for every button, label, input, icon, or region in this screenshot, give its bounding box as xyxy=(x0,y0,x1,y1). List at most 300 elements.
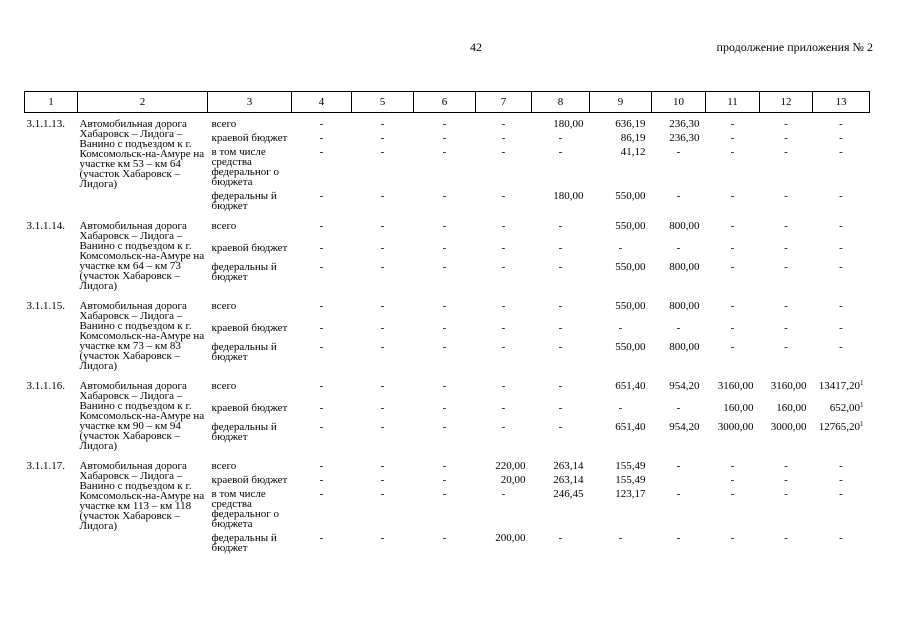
value-cell-4 xyxy=(292,215,352,243)
value-cell-9 xyxy=(590,147,652,191)
cell-value: - xyxy=(319,132,324,144)
value-cell-8 xyxy=(532,215,590,243)
cell-value: - xyxy=(730,340,735,353)
item-description: Автомобильная дорога Хабаровск – Лидога – Ванино с подъездом к г. Комсомольск-на-Амуре на участке км 113 – км 118 (участок Хабаровск – Лидога) xyxy=(79,460,205,532)
item-description: Автомобильная дорога Хабаровск – Лидога – Ванино с подъездом к г. Комсомольск-на-Амуре на участке км 53 – км 64 (участок Хабаровск – Лидога) xyxy=(79,118,205,190)
value-cell-5 xyxy=(352,243,414,262)
value-cell-6 xyxy=(414,489,476,533)
value-cell-5 xyxy=(352,455,414,475)
cell-value: - xyxy=(784,340,788,353)
value-cell-8 xyxy=(532,403,590,422)
value-cell-13 xyxy=(813,323,870,342)
value-cell-12 xyxy=(760,422,813,455)
cell-value: 180,00 xyxy=(553,190,584,202)
cell-value: - xyxy=(319,420,324,433)
cell-value: - xyxy=(501,380,506,392)
value-cell-10 xyxy=(652,133,706,147)
value-cell-9 xyxy=(590,533,652,557)
value-cell-11 xyxy=(706,147,760,191)
cell-value: - xyxy=(380,241,385,254)
cell-value: - xyxy=(676,190,681,202)
cell-value: - xyxy=(618,401,623,414)
value-cell-13 xyxy=(813,191,870,215)
appendix-continuation-note: продолжение приложения № 2 xyxy=(716,40,873,54)
value-cell-13 xyxy=(813,342,870,375)
cell-value: - xyxy=(839,474,843,486)
cell-value: - xyxy=(558,340,563,353)
value-cell-7 xyxy=(476,262,532,295)
value-cell-8 xyxy=(532,243,590,262)
value-cell-10 xyxy=(652,533,706,557)
cell-value: - xyxy=(676,401,681,414)
cell-value: - xyxy=(558,260,563,273)
cell-value: - xyxy=(839,340,843,353)
value-cell-5 xyxy=(352,375,414,403)
cell-value: - xyxy=(784,321,788,334)
value-cell-8 xyxy=(532,533,590,557)
cell-value: - xyxy=(784,532,788,544)
value-cell-6 xyxy=(414,133,476,147)
cell-value: - xyxy=(442,532,447,544)
cell-value: - xyxy=(442,460,447,472)
value-cell-7 xyxy=(476,455,532,475)
cell-value: - xyxy=(442,146,447,158)
column-number-header: 8 xyxy=(532,92,590,113)
cell-value: 3160,00 xyxy=(717,380,754,392)
value-cell-13 xyxy=(813,419,870,455)
column-number-header: 5 xyxy=(352,92,414,113)
value-cell-8 xyxy=(532,147,590,191)
value-cell-6 xyxy=(414,295,476,323)
value-cell-4 xyxy=(292,113,352,134)
funding-source-label: федеральны й бюджет xyxy=(211,340,277,363)
cell-value: - xyxy=(730,300,735,312)
value-cell-12 xyxy=(760,489,813,533)
cell-value: - xyxy=(558,321,563,334)
cell-value: - xyxy=(784,488,788,500)
cell-value: - xyxy=(319,118,324,130)
cell-value: - xyxy=(380,420,385,433)
cell-value: - xyxy=(784,241,788,254)
value-cell-8 xyxy=(532,133,590,147)
value-cell-9 xyxy=(590,489,652,533)
value-cell-13 xyxy=(813,243,870,262)
cell-value: - xyxy=(442,420,447,433)
value-cell-9 xyxy=(590,133,652,147)
cell-value: - xyxy=(839,321,843,334)
value-cell-13 xyxy=(813,489,870,533)
value-cell-13 xyxy=(813,475,870,489)
cell-value: 550,00 xyxy=(615,190,646,202)
value-cell-6 xyxy=(414,262,476,295)
item-description: Автомобильная дорога Хабаровск – Лидога – Ванино с подъездом к г. Комсомольск-на-Амуре на участке км 64 – км 73 (участок Хабаровск – Лидога) xyxy=(79,220,205,292)
value-cell-5 xyxy=(352,295,414,323)
cell-value: - xyxy=(501,488,506,500)
cell-value: - xyxy=(501,401,506,414)
cell-value: - xyxy=(558,532,563,544)
cell-value: - xyxy=(442,220,447,232)
cell-value: - xyxy=(730,532,735,544)
value-cell-11 xyxy=(706,403,760,422)
cell-value: - xyxy=(380,118,385,130)
column-number-header: 3 xyxy=(208,92,292,113)
value-cell-5 xyxy=(352,489,414,533)
cell-value: - xyxy=(501,260,506,273)
cell-value: - xyxy=(442,474,447,486)
item-description: Автомобильная дорога Хабаровск – Лидога – Ванино с подъездом к г. Комсомольск-на-Амуре на участке км 73 – км 83 (участок Хабаровск – Лидога) xyxy=(79,300,205,372)
value-cell-5 xyxy=(352,403,414,422)
cell-value: - xyxy=(676,532,681,544)
value-cell-10 xyxy=(652,113,706,134)
value-cell-6 xyxy=(414,403,476,422)
value-cell-4 xyxy=(292,262,352,295)
value-cell-5 xyxy=(352,133,414,147)
cell-value: - xyxy=(442,241,447,254)
cell-value: - xyxy=(442,401,447,414)
value-cell-8 xyxy=(532,323,590,342)
value-cell-10 xyxy=(652,422,706,455)
value-cell-8 xyxy=(532,295,590,323)
funding-source-label: краевой бюджет xyxy=(211,132,288,144)
cell-value: - xyxy=(784,300,788,312)
value-cell-12 xyxy=(760,375,813,403)
funding-source-label: федеральны й бюджет xyxy=(211,532,277,554)
cell-value: - xyxy=(380,260,385,273)
cell-value: 800,00 xyxy=(669,260,700,273)
value-cell-5 xyxy=(352,113,414,134)
cell-value: 550,00 xyxy=(615,340,646,353)
cell-value: - xyxy=(676,460,681,472)
cell-value: 220,00 xyxy=(495,460,526,472)
cell-value: 236,30 xyxy=(669,118,700,130)
cell-value: - xyxy=(839,260,843,273)
value-cell-11 xyxy=(706,475,760,489)
cell-value: - xyxy=(442,260,447,273)
value-cell-9 xyxy=(590,215,652,243)
value-cell-6 xyxy=(414,375,476,403)
cell-value: - xyxy=(784,146,788,158)
cell-value: - xyxy=(730,220,735,232)
value-cell-13 xyxy=(813,215,870,243)
cell-value: - xyxy=(784,190,788,202)
value-cell-5 xyxy=(352,262,414,295)
cell-value: - xyxy=(501,190,506,202)
item-code: 3.1.1.17. xyxy=(26,460,65,472)
value-cell-7 xyxy=(476,422,532,455)
value-cell-4 xyxy=(292,133,352,147)
cell-value: 636,19 xyxy=(615,118,646,130)
cell-value: - xyxy=(618,532,623,544)
column-number-header: 9 xyxy=(590,92,652,113)
value-cell-11 xyxy=(706,191,760,215)
column-number-header: 7 xyxy=(476,92,532,113)
value-cell-12 xyxy=(760,133,813,147)
cell-value: - xyxy=(558,241,563,254)
value-cell-5 xyxy=(352,191,414,215)
value-cell-10 xyxy=(652,295,706,323)
cell-value: - xyxy=(839,118,843,130)
value-cell-4 xyxy=(292,489,352,533)
cell-value: - xyxy=(380,220,385,232)
value-cell-12 xyxy=(760,295,813,323)
cell-value: - xyxy=(442,190,447,202)
value-cell-10 xyxy=(652,475,706,489)
item-description: Автомобильная дорога Хабаровск – Лидога – Ванино с подъездом к г. Комсомольск-на-Амуре на участке км 90 – км 94 (участок Хабаровск – Лидога) xyxy=(79,380,205,452)
funding-source-label: всего xyxy=(211,460,237,472)
cell-value: - xyxy=(676,146,681,158)
cell-value: - xyxy=(380,321,385,334)
footnote-marker: 1 xyxy=(860,379,864,387)
value-cell-9 xyxy=(590,191,652,215)
value-cell-7 xyxy=(476,375,532,403)
funding-source-label: всего xyxy=(211,380,237,392)
value-cell-11 xyxy=(706,489,760,533)
funding-source-label: всего xyxy=(211,300,237,312)
value-cell-12 xyxy=(760,342,813,375)
value-cell-7 xyxy=(476,295,532,323)
item-code: 3.1.1.14. xyxy=(26,220,65,232)
cell-value: - xyxy=(319,260,324,273)
cell-value: - xyxy=(784,220,788,232)
footnote-marker: 1 xyxy=(860,400,864,409)
value-cell-10 xyxy=(652,455,706,475)
cell-value: - xyxy=(839,241,843,254)
value-cell-7 xyxy=(476,533,532,557)
value-cell-9 xyxy=(590,295,652,323)
value-cell-10 xyxy=(652,489,706,533)
value-cell-13 xyxy=(813,262,870,295)
column-number-header: 2 xyxy=(78,92,208,113)
cell-value: - xyxy=(501,220,506,232)
value-cell-6 xyxy=(414,323,476,342)
funding-source-label: краевой бюджет xyxy=(211,474,288,486)
page-number: 42 xyxy=(470,40,482,54)
value-cell-11 xyxy=(706,533,760,557)
value-cell-12 xyxy=(760,191,813,215)
value-cell-7 xyxy=(476,147,532,191)
value-cell-8 xyxy=(532,475,590,489)
value-cell-7 xyxy=(476,191,532,215)
table-header xyxy=(25,92,870,113)
value-cell-6 xyxy=(414,147,476,191)
value-cell-8 xyxy=(532,191,590,215)
value-cell-5 xyxy=(352,475,414,489)
table-row xyxy=(25,455,870,475)
cell-value: 41,12 xyxy=(620,146,646,158)
cell-value: - xyxy=(380,474,385,486)
cell-value: - xyxy=(319,488,324,500)
value-cell-10 xyxy=(652,342,706,375)
value-cell-4 xyxy=(292,243,352,262)
value-cell-9 xyxy=(590,455,652,475)
value-cell-5 xyxy=(352,215,414,243)
cell-value: - xyxy=(730,132,735,144)
cell-value: - xyxy=(558,401,563,414)
column-number-header: 6 xyxy=(414,92,476,113)
value-cell-11 xyxy=(706,455,760,475)
value-cell-4 xyxy=(292,475,352,489)
value-cell-6 xyxy=(414,243,476,262)
value-cell-8 xyxy=(532,113,590,134)
cell-value: - xyxy=(618,241,623,254)
cell-value: - xyxy=(319,241,324,254)
cell-value: 652,00 xyxy=(829,401,860,414)
cell-value: 123,17 xyxy=(615,488,646,500)
value-cell-7 xyxy=(476,133,532,147)
column-number-header: 11 xyxy=(706,92,760,113)
cell-value: - xyxy=(442,300,447,312)
value-cell-10 xyxy=(652,403,706,422)
cell-value: - xyxy=(442,340,447,353)
value-cell-11 xyxy=(706,215,760,243)
value-cell-11 xyxy=(706,422,760,455)
budget-table xyxy=(24,91,870,557)
value-cell-9 xyxy=(590,323,652,342)
value-cell-10 xyxy=(652,375,706,403)
cell-value: - xyxy=(676,488,681,500)
cell-value: - xyxy=(558,220,563,232)
cell-value: - xyxy=(618,321,623,334)
column-number-header: 1 xyxy=(25,92,78,113)
funding-source-label: всего xyxy=(211,118,237,130)
value-cell-6 xyxy=(414,475,476,489)
cell-value: - xyxy=(319,340,324,353)
cell-value: - xyxy=(501,340,506,353)
cell-value: - xyxy=(442,380,447,392)
value-cell-9 xyxy=(590,422,652,455)
cell-value: - xyxy=(558,300,563,312)
cell-value: 180,00 xyxy=(553,118,584,130)
value-cell-4 xyxy=(292,295,352,323)
cell-value: 160,00 xyxy=(776,401,807,414)
cell-value: - xyxy=(501,420,506,433)
cell-value: 800,00 xyxy=(669,300,700,312)
value-cell-8 xyxy=(532,342,590,375)
value-cell-13 xyxy=(813,133,870,147)
cell-value: 86,19 xyxy=(620,132,646,144)
cell-value: 246,45 xyxy=(553,488,584,500)
cell-value: - xyxy=(558,146,563,158)
table-row xyxy=(25,295,870,323)
cell-value: - xyxy=(558,380,563,392)
value-cell-7 xyxy=(476,215,532,243)
value-cell-9 xyxy=(590,243,652,262)
funding-source-label: краевой бюджет xyxy=(211,321,288,334)
value-cell-11 xyxy=(706,323,760,342)
cell-value: 20,00 xyxy=(500,474,526,486)
cell-value: - xyxy=(558,420,563,433)
cell-value: 236,30 xyxy=(669,132,700,144)
value-cell-6 xyxy=(414,455,476,475)
cell-value: - xyxy=(319,321,324,334)
cell-value: - xyxy=(501,146,506,158)
cell-value: - xyxy=(676,241,681,254)
value-cell-6 xyxy=(414,215,476,243)
item-code: 3.1.1.15. xyxy=(26,300,65,312)
value-cell-10 xyxy=(652,262,706,295)
funding-source-label: всего xyxy=(211,220,237,232)
value-cell-12 xyxy=(760,533,813,557)
value-cell-9 xyxy=(590,403,652,422)
cell-value: - xyxy=(380,340,385,353)
value-cell-13 xyxy=(813,113,870,134)
cell-value: 3000,00 xyxy=(770,420,807,433)
cell-value: 651,40 xyxy=(615,420,646,433)
cell-value: 160,00 xyxy=(723,401,754,414)
cell-value: - xyxy=(319,474,324,486)
funding-source-label: федеральны й бюджет xyxy=(211,190,277,212)
cell-value: - xyxy=(380,300,385,312)
cell-value: - xyxy=(839,300,843,312)
cell-value: - xyxy=(319,380,324,392)
cell-value: - xyxy=(319,190,324,202)
cell-value: - xyxy=(380,380,385,392)
cell-value: - xyxy=(839,460,843,472)
value-cell-4 xyxy=(292,191,352,215)
value-cell-6 xyxy=(414,422,476,455)
value-cell-8 xyxy=(532,455,590,475)
value-cell-13 xyxy=(813,455,870,475)
cell-value: - xyxy=(442,132,447,144)
value-cell-12 xyxy=(760,403,813,422)
value-cell-4 xyxy=(292,375,352,403)
value-cell-6 xyxy=(414,342,476,375)
cell-value: - xyxy=(319,220,324,232)
cell-value: - xyxy=(442,321,447,334)
value-cell-9 xyxy=(590,113,652,134)
value-cell-5 xyxy=(352,342,414,375)
cell-value: 155,49 xyxy=(615,474,646,486)
value-cell-8 xyxy=(532,422,590,455)
value-cell-9 xyxy=(590,262,652,295)
value-cell-8 xyxy=(532,375,590,403)
cell-value: 954,20 xyxy=(669,380,700,392)
value-cell-7 xyxy=(476,323,532,342)
cell-value: 263,14 xyxy=(553,474,584,486)
value-cell-10 xyxy=(652,191,706,215)
cell-value: - xyxy=(730,460,735,472)
cell-value: - xyxy=(784,474,788,486)
value-cell-11 xyxy=(706,295,760,323)
value-cell-9 xyxy=(590,375,652,403)
value-cell-5 xyxy=(352,323,414,342)
cell-value: - xyxy=(730,118,735,130)
cell-value: 263,14 xyxy=(553,460,584,472)
cell-value: - xyxy=(501,132,506,144)
value-cell-12 xyxy=(760,455,813,475)
value-cell-12 xyxy=(760,262,813,295)
value-cell-9 xyxy=(590,342,652,375)
column-number-header: 13 xyxy=(813,92,870,113)
value-cell-10 xyxy=(652,215,706,243)
funding-source-label: в том числе средства федеральног о бюджета xyxy=(211,488,279,530)
value-cell-6 xyxy=(414,113,476,134)
cell-value: 954,20 xyxy=(669,420,700,433)
cell-value: - xyxy=(730,241,735,254)
cell-value: - xyxy=(319,532,324,544)
table-row xyxy=(25,113,870,134)
value-cell-10 xyxy=(652,243,706,262)
value-cell-4 xyxy=(292,455,352,475)
cell-value: - xyxy=(380,146,385,158)
cell-value: - xyxy=(839,488,843,500)
cell-value: - xyxy=(839,532,843,544)
item-code: 3.1.1.13. xyxy=(26,118,65,130)
value-cell-13 xyxy=(813,375,870,403)
cell-value: - xyxy=(558,132,563,144)
cell-value: - xyxy=(784,260,788,273)
cell-value: 550,00 xyxy=(615,220,646,232)
